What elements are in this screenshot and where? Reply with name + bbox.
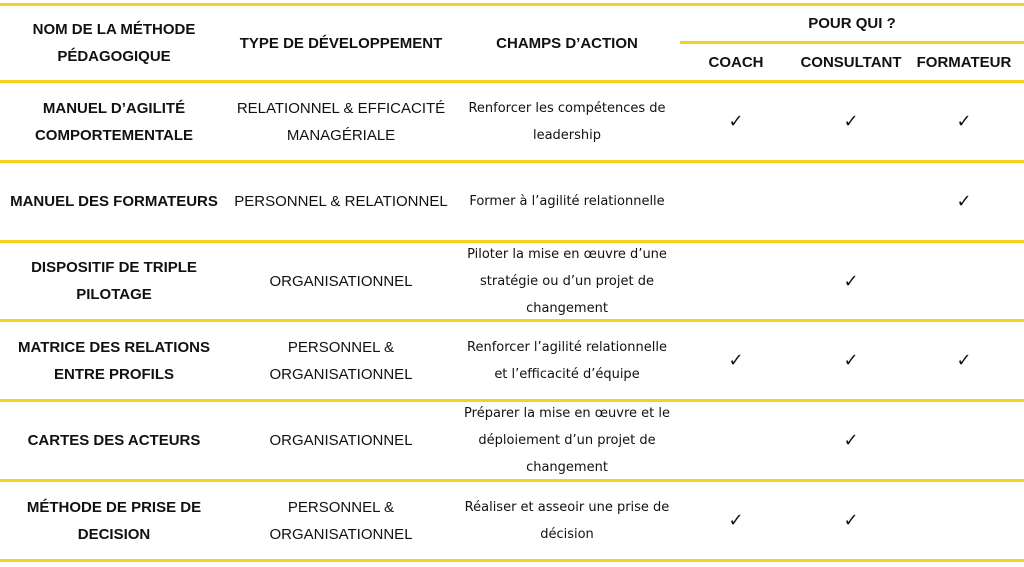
coach-check: ✓ [728, 111, 744, 132]
method-name: MATRICE DES RELATIONS ENTRE PROFILS [18, 338, 210, 383]
development-type: PERSONNEL & ORGANISATIONNEL [269, 498, 413, 543]
coach-check [680, 243, 792, 319]
champs-action: Former à l’agilité relationnelle [469, 194, 665, 209]
formateur-check: ✓ [956, 191, 972, 212]
formateur-check: ✓ [956, 111, 972, 132]
coach-check: ✓ [728, 510, 744, 531]
header-formateur: FORMATEUR [916, 53, 1012, 71]
development-type: ORGANISATIONNEL [269, 432, 413, 449]
header-development-type: TYPE DE DÉVELOPPEMENT [239, 34, 443, 52]
consultant-check: ✓ [843, 430, 859, 451]
consultant-check: ✓ [843, 270, 859, 292]
formateur-check [908, 243, 1020, 319]
method-name: CARTES DES ACTEURS [27, 432, 201, 449]
champs-action: Piloter la mise en œuvre d’une stratégie ou d’un projet de changement [467, 246, 667, 316]
consultant-check: ✓ [843, 510, 859, 531]
development-type: ORGANISATIONNEL [269, 272, 413, 290]
formateur-check [908, 402, 1020, 479]
consultant-check: ✓ [843, 111, 859, 132]
formateur-check [908, 482, 1020, 559]
champs-action: Renforcer les compétences de leadership [468, 100, 666, 143]
method-name: MANUEL D’AGILITÉ COMPORTEMENTALE [34, 99, 194, 144]
consultant-check [792, 163, 910, 240]
header-consultant: CONSULTANT [800, 53, 902, 71]
champs-action: Réaliser et asseoir une prise de décision [464, 499, 670, 542]
formateur-check: ✓ [956, 350, 972, 371]
development-type: PERSONNEL & RELATIONNEL [234, 193, 448, 210]
development-type: RELATIONNEL & EFFICACITÉ MANAGÉRIALE [236, 99, 446, 144]
header-coach: COACH [708, 53, 764, 71]
row-rule [0, 559, 1024, 562]
method-name: DISPOSITIF DE TRIPLE PILOTAGE [31, 259, 197, 303]
coach-check: ✓ [728, 350, 744, 371]
coach-check [680, 402, 792, 479]
method-name: MANUEL DES FORMATEURS [10, 193, 218, 210]
header-champs-action: CHAMPS D’ACTION [496, 34, 638, 52]
champs-action: Renforcer l’agilité relationnelle et l’efficacité d’équipe [467, 339, 667, 382]
header-method-name: NOM DE LA MÉTHODE PÉDAGOGIQUE [32, 21, 196, 65]
coach-check [680, 163, 792, 240]
header-pour-qui: POUR QUI ? [808, 15, 896, 32]
champs-action: Préparer la mise en œuvre et le déploiement d’un projet de changement [464, 406, 670, 475]
consultant-check: ✓ [843, 350, 859, 371]
method-name: MÉTHODE DE PRISE DE DECISION [26, 498, 202, 543]
development-type: PERSONNEL & ORGANISATIONNEL [269, 338, 413, 383]
